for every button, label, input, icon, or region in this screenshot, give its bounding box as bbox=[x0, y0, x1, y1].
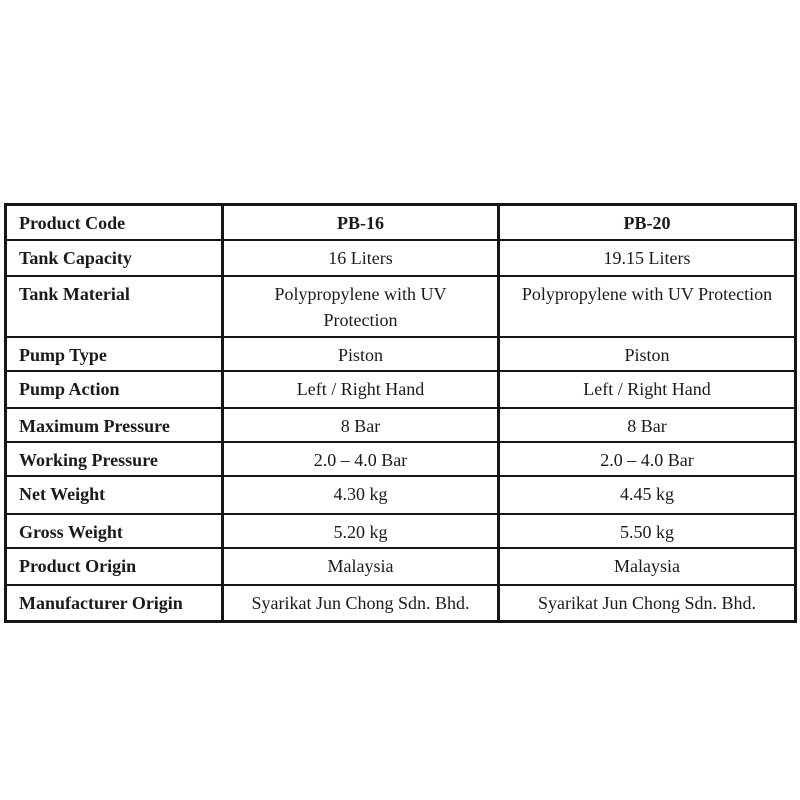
table-header-row bbox=[6, 205, 796, 240]
pb20-value: Left / Right Hand bbox=[499, 371, 796, 408]
pb20-value: 8 Bar bbox=[499, 408, 796, 442]
row-label: Tank Material bbox=[6, 276, 223, 337]
pb20-value: Syarikat Jun Chong Sdn. Bhd. bbox=[499, 585, 796, 622]
column-header-pb16: PB-16 bbox=[223, 205, 499, 240]
row-label: Product Origin bbox=[6, 548, 223, 585]
row-label: Pump Action bbox=[6, 371, 223, 408]
table-row-manufacturer-origin bbox=[6, 585, 796, 622]
pb16-value: 16 Liters bbox=[223, 240, 499, 276]
pb20-value: Piston bbox=[499, 337, 796, 371]
pb20-value: 19.15 Liters bbox=[499, 240, 796, 276]
pb16-value: 5.20 kg bbox=[223, 514, 499, 548]
header-product-code: Product Code bbox=[6, 205, 223, 240]
table-row-tank-capacity bbox=[6, 240, 796, 276]
table-row-pump-type bbox=[6, 337, 796, 371]
table-row-net-weight bbox=[6, 476, 796, 514]
table-row-working-pressure bbox=[6, 442, 796, 476]
table-row-pump-action bbox=[6, 371, 796, 408]
row-label: Tank Capacity bbox=[6, 240, 223, 276]
pb20-value: 4.45 kg bbox=[499, 476, 796, 514]
pb16-value: 2.0 – 4.0 Bar bbox=[223, 442, 499, 476]
table-row-product-origin bbox=[6, 548, 796, 585]
row-label: Gross Weight bbox=[6, 514, 223, 548]
row-label: Maximum Pressure bbox=[6, 408, 223, 442]
pb20-value: Malaysia bbox=[499, 548, 796, 585]
pb16-value: 8 Bar bbox=[223, 408, 499, 442]
row-label: Net Weight bbox=[6, 476, 223, 514]
pb16-value: 4.30 kg bbox=[223, 476, 499, 514]
pb20-value: Polypropylene with UV Protection bbox=[499, 276, 796, 337]
pb20-value: 2.0 – 4.0 Bar bbox=[499, 442, 796, 476]
table-row-maximum-pressure bbox=[6, 408, 796, 442]
row-label: Working Pressure bbox=[6, 442, 223, 476]
pb16-value: Piston bbox=[223, 337, 499, 371]
table-row-tank-material bbox=[6, 276, 796, 337]
pb16-value: Polypropylene with UV Protection bbox=[223, 276, 499, 337]
pb16-value: Syarikat Jun Chong Sdn. Bhd. bbox=[223, 585, 499, 622]
pb16-value: Left / Right Hand bbox=[223, 371, 499, 408]
column-header-pb20: PB-20 bbox=[499, 205, 796, 240]
product-spec-table bbox=[4, 203, 797, 623]
row-label: Manufacturer Origin bbox=[6, 585, 223, 622]
pb16-value: Malaysia bbox=[223, 548, 499, 585]
row-label: Pump Type bbox=[6, 337, 223, 371]
pb20-value: 5.50 kg bbox=[499, 514, 796, 548]
table-row-gross-weight bbox=[6, 514, 796, 548]
